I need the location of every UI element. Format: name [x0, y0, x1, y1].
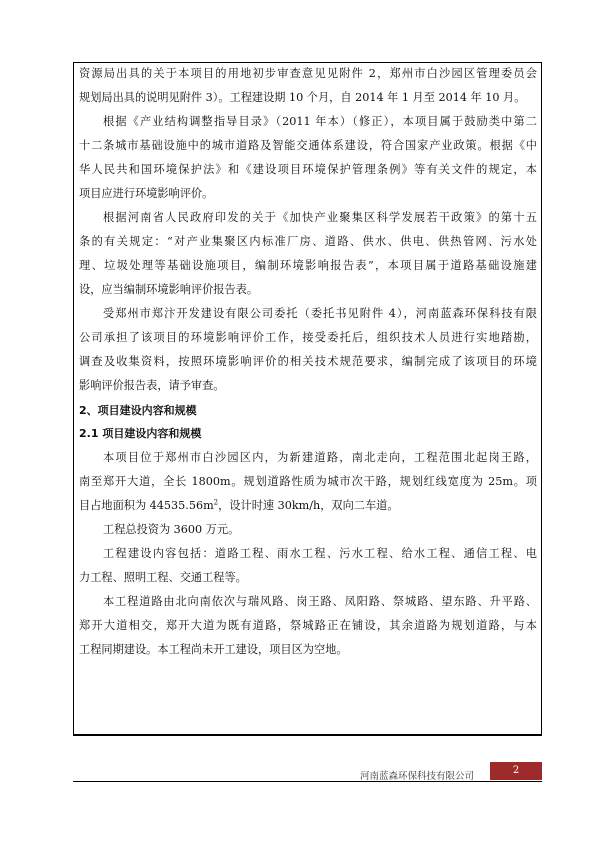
paragraph-line: 本工程道路由北向南依次与瑞风路、岗王路、凤阳路、祭城路、望东路、升平路、 [103, 595, 537, 608]
paragraph-line: 项目应进行环境影响评价。 [79, 187, 214, 200]
paragraph-line: 调查及收集资料，按照环境影响评价的相关技术规范要求，编制完成了该项目的环境 [79, 355, 537, 368]
paragraph-line [79, 498, 537, 514]
paragraph-line: 南至郑开大道，全长 1800m。规划道路性质为城市次干路，规划红线宽度为 25m。项 [79, 475, 537, 488]
paragraph-line: 工程建设内容包括：道路工程、雨水工程、污水工程、给水工程、通信工程、电 [103, 547, 537, 560]
paragraph-line: 公司承担了该项目的环境影响评价工作，接受委托后，组织技术人员进行实地踏勘， [79, 331, 537, 344]
paragraph-line: 华人民共和国环境保护法》和《建设项目环境保护管理条例》等有关文件的规定，本 [79, 163, 537, 176]
paragraph-line: 工程同期建设。本工程尚未开工建设，项目区为空地。 [79, 643, 348, 656]
area-value: 目占地面积为 44535.56m [79, 499, 214, 512]
section-heading: 2、项目建设内容和规模 [79, 404, 197, 417]
subsection-heading: 2.1 项目建设内容和规模 [79, 427, 202, 440]
footer-company: 河南蓝森环保科技有限公司 [360, 771, 475, 782]
paragraph-line: 十二条城市基础设施中的城市道路及智能交通体系建设，符合国家产业政策。根据《中 [79, 139, 537, 152]
paragraph-line: 受郑州市郑汴开发建设有限公司委托（委托书见附件 4），河南蓝森环保科技有限 [103, 307, 537, 320]
speed-text: ，设计时速 30km/h，双向二车道。 [218, 499, 399, 512]
paragraph-line: 条的有关规定：“对产业集聚区内标准厂房、道路、供水、供电、供热管网、污水处 [79, 235, 537, 248]
paragraph-line: 根据《产业结构调整指导目录》（2011 年本）（修正），本项目属于鼓励类中第二 [103, 115, 537, 128]
paragraph-line: 规划局出具的说明见附件 3）。工程建设期 10 个月，自 2014 年 1 月至 2014 年 10 月。 [79, 91, 526, 104]
paragraph-line: 理、垃圾处理等基础设施项目，编制环境影响报告表”，本项目属于道路基础设施建 [79, 259, 537, 272]
paragraph-line: 工程总投资为 3600 万元。 [103, 523, 240, 536]
paragraph-line: 资源局出具的关于本项目的用地初步审查意见见附件 2，郑州市白沙园区管理委员会 [79, 67, 537, 80]
paragraph-line: 本项目位于郑州市白沙园区内，为新建道路，南北走向，工程范围北起岗王路， [103, 451, 537, 464]
paragraph-line: 力工程、照明工程、交通工程等。 [79, 571, 247, 584]
paragraph-line: 根据河南省人民政府印发的关于《加快产业聚集区科学发展若干政策》的第十五 [103, 211, 537, 224]
footer-rule [73, 781, 542, 782]
paragraph-line: 影响评价报告表，请予审查。 [79, 379, 225, 392]
paragraph-line: 设，应当编制环境影响评价报告表。 [79, 283, 259, 296]
page-number: 2 [490, 762, 542, 780]
paragraph-line: 郑开大道相交，郑开大道为既有道路，祭城路正在铺设，其余道路为规划道路，与本 [79, 619, 537, 632]
superscript: 2 [213, 498, 219, 507]
